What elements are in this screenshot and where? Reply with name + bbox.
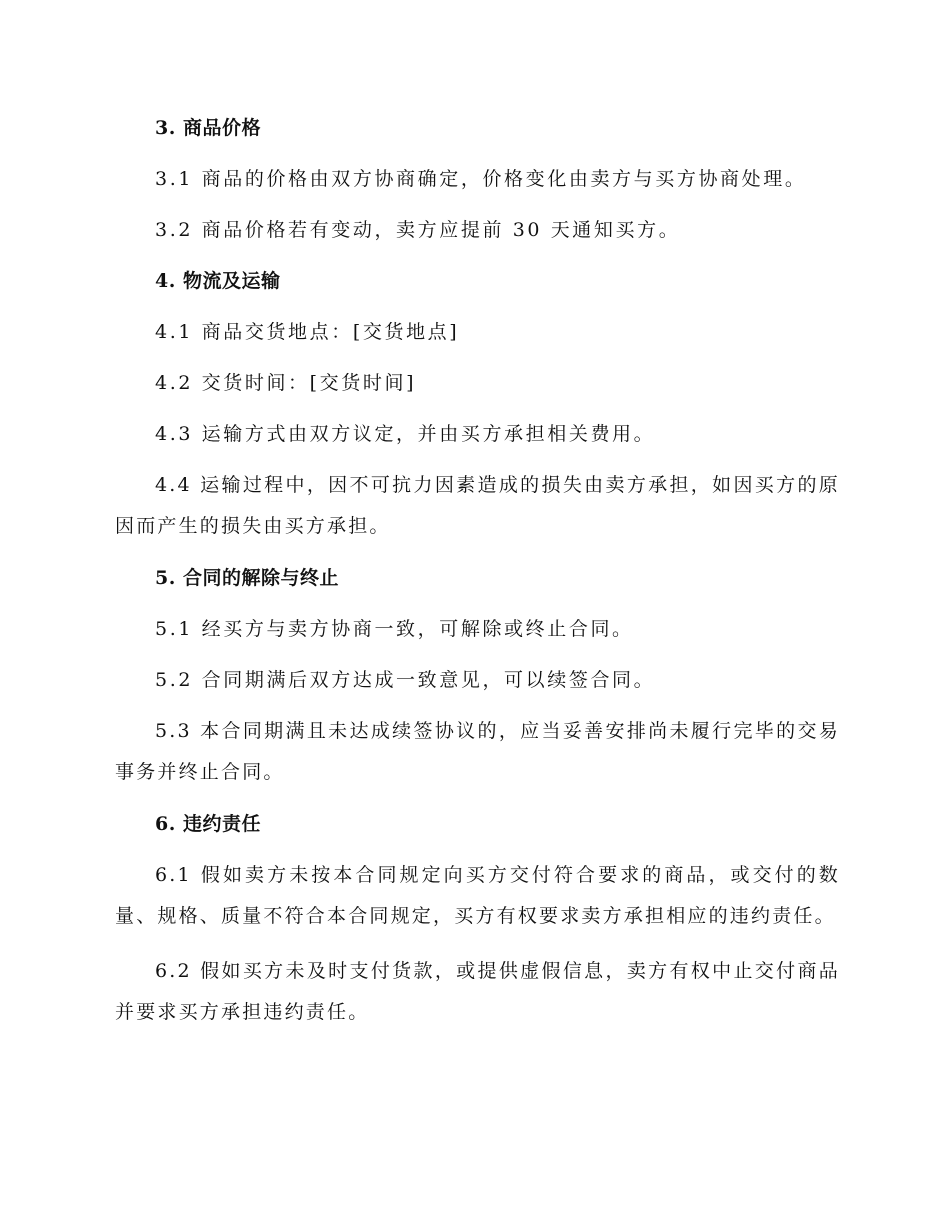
section-heading-3: 3. 商品价格 [155,117,261,139]
clause-5-1: 5.1 经买方与卖方协商一致，可解除或终止合同。 [155,618,634,640]
section-heading-5: 5. 合同的解除与终止 [155,567,339,589]
clause-6-1: 6.1 假如卖方未按本合同规定向买方交付符合要求的商品，或交付的数量、规格、质量不符合本合同规定，买方有权要求卖方承担相应的违约责任。 [115,864,840,927]
clause-4-2: 4.2 交货时间：[交货时间] [155,372,417,394]
clause-4-1: 4.1 商品交货地点：[交货地点] [155,321,460,343]
clause-5-2: 5.2 合同期满后双方达成一致意见，可以续签合同。 [155,669,656,691]
document-body [115,108,840,1044]
clause-4-3: 4.3 运输方式由双方议定，并由买方承担相关费用。 [155,423,656,445]
clause-6-2: 6.2 假如买方未及时支付货款，或提供虚假信息，卖方有权中止交付商品并要求买方承担违约责任。 [115,960,840,1023]
section-heading-4: 4. 物流及运输 [155,270,281,292]
clause-3-2: 3.2 商品价格若有变动，卖方应提前 30 天通知买方。 [155,219,681,241]
clause-4-4: 4.4 运输过程中，因不可抗力因素造成的损失由卖方承担，如因买方的原因而产生的损失由买方承担。 [115,474,840,537]
clause-3-1: 3.1 商品的价格由双方协商确定，价格变化由卖方与买方协商处理。 [155,168,807,190]
section-heading-6: 6. 违约责任 [155,813,261,835]
clause-5-3: 5.3 本合同期满且未达成续签协议的，应当妥善安排尚未履行完毕的交易事务并终止合同。 [115,720,840,783]
